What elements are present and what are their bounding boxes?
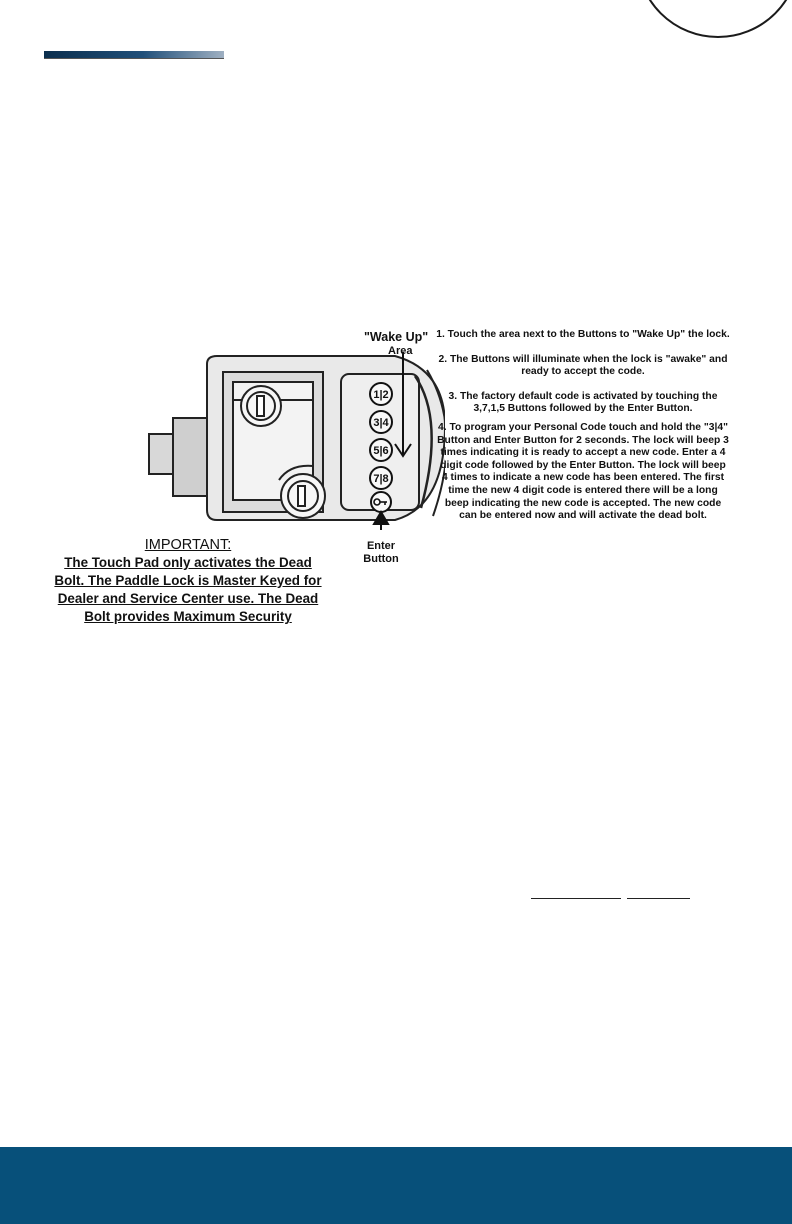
keypad-label-7-8: 7|8: [373, 473, 389, 485]
enter-button-label: Enter Button: [363, 540, 399, 565]
instruction-step-2: 2. The Buttons will illuminate when the lock is "awake" and ready to accept the code.: [438, 353, 728, 378]
instruction-step-3: 3. The factory default code is activated by touching the 3,7,1,5 Buttons followed by the Enter Button.: [448, 390, 718, 415]
footer-band: [0, 1147, 792, 1224]
header-rule: [44, 51, 224, 58]
important-body: The Touch Pad only activates the Dead Bolt. The Paddle Lock is Master Keyed for Dealer and Service Center use. The Dead Bolt provides Maximum Security: [54, 555, 322, 624]
keypad-label-3-4: 3|4: [373, 417, 389, 429]
link-underline: [531, 898, 621, 899]
instruction-step-1: 1. Touch the area next to the Buttons to "Wake Up" the lock.: [436, 329, 730, 340]
important-note: [50, 537, 326, 626]
instructions: [436, 329, 730, 535]
lock-diagram: [145, 330, 445, 530]
instruction-step-4: 4. To program your Personal Code touch and hold the "3|4" Button and Enter Button for 2 seconds. The lock will beep 3 times indicating it is ready to accept a new code. Enter a 4 digit code followed by the Enter Button. The lock will beep 4 times to indicate a new code has been entered. The first time the new 4 digit code is entered there will be a long beep indicating the new code is accepted. The new code can be entered now and will activate the dead bolt.: [437, 421, 729, 522]
keypad-label-5-6: 5|6: [373, 445, 389, 457]
wake-up-label: "Wake Up": [364, 330, 429, 344]
important-heading: IMPORTANT:: [144, 537, 232, 553]
latch-mount: [173, 418, 207, 496]
keypad-label-1-2: 1|2: [373, 389, 389, 401]
wake-up-area-label: Area: [388, 345, 413, 357]
link-underline: [627, 898, 690, 899]
corner-decoration: [636, 0, 792, 38]
